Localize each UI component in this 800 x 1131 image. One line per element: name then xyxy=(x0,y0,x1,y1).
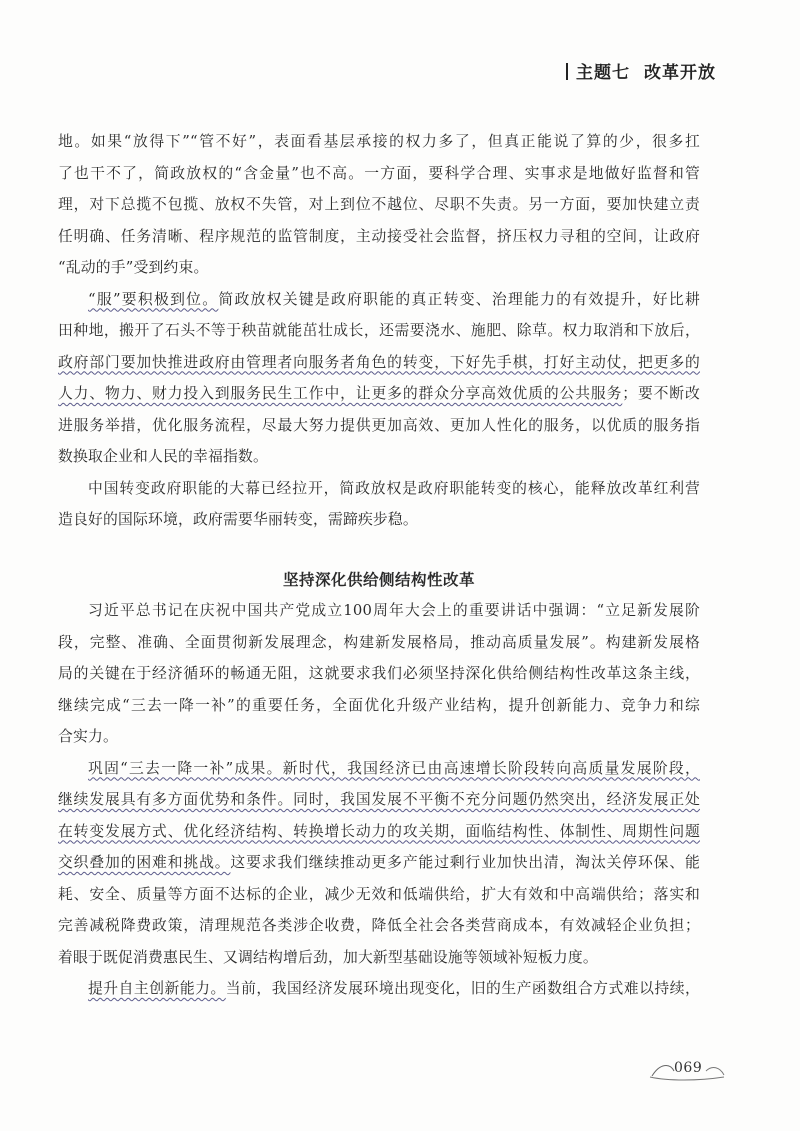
body-text xyxy=(58,126,700,1005)
p5-line-4-text: 这要求我们继续推动更多产能过剩行业加快出清，淘汰关停环保、能 xyxy=(230,854,700,871)
p2-line-4-text: ；要不断改 xyxy=(622,385,700,402)
p5-line-5: 耗、安全、质量等方面不达标的企业，减少无效和低端供给，扩大有效和中高端供给；落实和 xyxy=(58,885,700,903)
p5-underlined-line-3: 在转变发展方式、优化经济结构、转换增长动力的攻关期，面临结构性、体制性、周期性问题 xyxy=(58,822,700,840)
p1-line-2: 了也干不了，简政放权的“含金量”也不高。一方面，要科学合理、实事求是地做好监督和管 xyxy=(58,164,700,182)
p6-line-1-text: 当前，我国经济发展环境出现变化，旧的生产函数组合方式难以持续， xyxy=(225,980,701,997)
p2-line-1-text: 简政放权关键是政府职能的真正转变、治理能力的有效提升，好比耕 xyxy=(218,290,700,308)
p2-line-5: 进服务举措，优化服务流程，尽最大努力提供更加高效、更加人性化的服务，以优质的服务指 xyxy=(58,416,700,434)
p2-line-4 xyxy=(58,378,700,410)
p1-line-4: 任明确、任务清晰、程序规范的监管制度，主动接受社会监督，挤压权力寻租的空间，让政府 xyxy=(58,227,700,245)
p1-line-3: 理，对下总揽不包揽、放权不失管，对上到位不越位、尽职不失责。另一方面，要加快建立责 xyxy=(58,196,700,213)
p5-line-6: 完善减税降费政策，清理规范各类涉企收费，降低全社会各类营商成本，有效减轻企业负担； xyxy=(58,917,700,934)
p4-line-3: 局的关键在于经济循环的畅通无阻，这就要求我们必须坚持深化供给侧结构性改革这条主线， xyxy=(58,665,700,682)
p5-underlined-line-2: 继续发展具有多方面优势和条件。同时，我国发展不平衡不充分问题仍然突出，经济发展正处 xyxy=(58,791,700,808)
p2-line-3 xyxy=(58,347,700,379)
header-divider xyxy=(566,63,568,80)
section-heading: 坚持深化供给侧结构性改革 xyxy=(282,569,475,589)
header-title: 改革开放 xyxy=(644,63,716,83)
p1-line-5: “乱动的手”受到约束。 xyxy=(58,259,209,276)
p5-line-1 xyxy=(58,753,700,785)
p3-line-2: 造良好的国际环境，政府需要华丽转变，需蹄疾步稳。 xyxy=(58,511,418,528)
p6-underlined-lead: 提升自主创新能力。 xyxy=(88,980,226,997)
header-theme: 主题七 xyxy=(576,63,630,83)
page-number: 069 xyxy=(674,1060,703,1076)
p6-line-1 xyxy=(58,973,700,1005)
p5-line-4 xyxy=(58,847,700,879)
p2-line-2: 田种地，搬开了石头不等于秧苗就能茁壮成长，还需要浇水、施肥、除草。权力取消和下放后， xyxy=(58,322,700,339)
p4-line-1: 习近平总书记在庆祝中国共产党成立100周年大会上的重要讲话中强调：“立足新发展阶 xyxy=(88,602,700,619)
p2-underlined-line-3: 政府部门要加快推进政府由管理者向服务者角色的转变，下好先手棋，打好主动仗，把更多的 xyxy=(58,353,700,371)
p1-line-1: 地。如果“放得下”“管不好”，表面看基层承接的权力多了，但真正能说了算的少，很多扛 xyxy=(58,133,700,150)
running-header xyxy=(566,58,716,83)
p2-underlined-lead: “服”要积极到位。 xyxy=(88,290,219,308)
p2-underlined-line-4: 人力、物力、财力投入到服务民生工作中，让更多的群众分享高效优质的公共服务 xyxy=(58,385,623,402)
p3-line-1: 中国转变政府职能的大幕已经拉开，简政放权是政府职能转变的核心，能释放改革红利营 xyxy=(88,479,700,497)
p2-line-1 xyxy=(58,284,700,316)
page-number-ornament xyxy=(648,1059,726,1081)
p4-line-2: 段，完整、准确、全面贯彻新发展理念，构建新发展格局，推动高质量发展”。构建新发展格 xyxy=(58,633,700,651)
p4-line-4: 继续完成“三去一降一补”的重要任务，全面优化升级产业结构，提升创新能力、竞争力和综 xyxy=(58,696,700,714)
p5-line-2 xyxy=(58,784,700,816)
p5-underlined-line-4: 交织叠加的困难和挑战。 xyxy=(58,854,231,871)
p5-line-3 xyxy=(58,816,700,848)
p5-underlined-line-1: 巩固“三去一降一补”成果。新时代，我国经济已由高速增长阶段转向高质量发展阶段， xyxy=(88,759,700,777)
p5-line-7: 着眼于既促消费惠民生、又调结构增后劲，加大新型基础设施等领域补短板力度。 xyxy=(58,948,598,966)
p2-line-6: 数换取企业和人民的幸福指数。 xyxy=(58,448,268,465)
p4-line-5: 合实力。 xyxy=(58,728,118,745)
